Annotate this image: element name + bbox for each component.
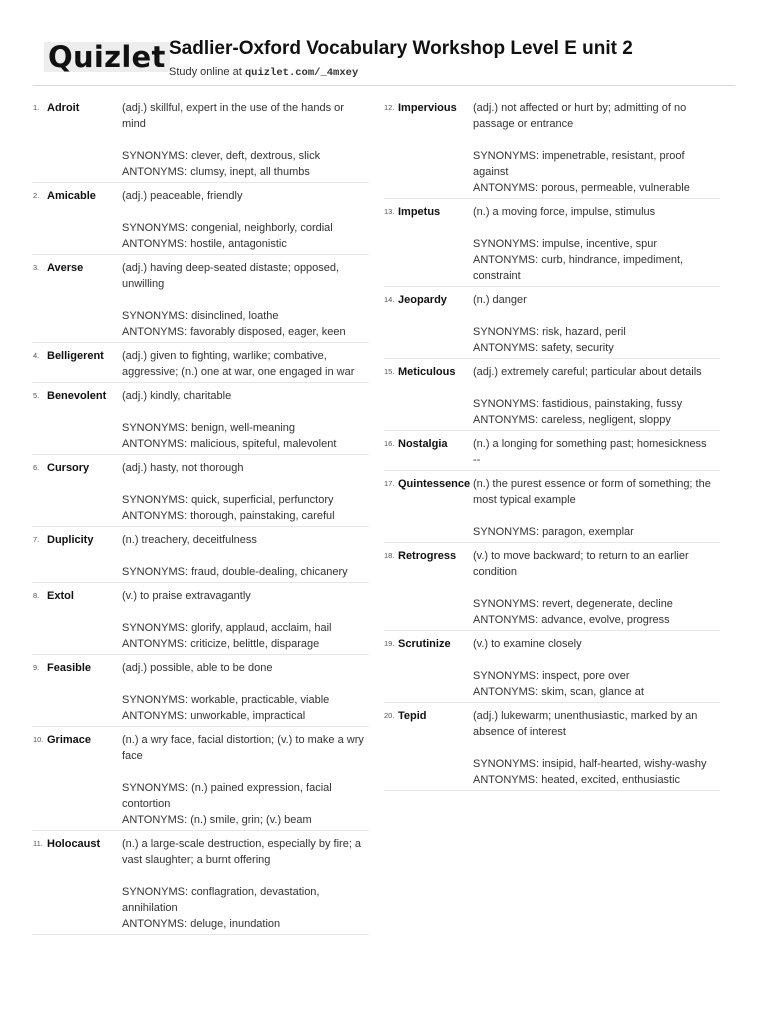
header-divider [33, 85, 735, 86]
entry-definition: (adj.) lukewarm; unenthusiastic, marked by an absence of interest [473, 710, 698, 738]
entry-synonyms: SYNONYMS: insipid, half-hearted, wishy-washy [473, 758, 707, 770]
entry-number: 15. [384, 367, 395, 376]
entry-definition-block [473, 434, 720, 468]
vocab-entry [33, 583, 369, 655]
entry-term: Benevolent [47, 390, 107, 402]
entry-antonyms: ANTONYMS: porous, permeable, vulnerable [473, 182, 690, 194]
entry-definition: (n.) a wry face, facial distortion; (v.) to make a wry face [122, 734, 364, 762]
entry-synonyms: SYNONYMS: inspect, pore over [473, 670, 630, 682]
study-link[interactable]: quizlet.com/_4mxey [244, 67, 359, 79]
entry-number: 16. [384, 439, 395, 448]
vocab-entry [33, 343, 369, 383]
vocab-entry [384, 631, 720, 703]
entry-number: 5. [33, 391, 40, 400]
entry-definition-block [473, 706, 720, 788]
entry-term: Feasible [47, 662, 92, 674]
entry-definition: (adj.) possible, able to be done [122, 662, 273, 674]
entry-number: 13. [384, 207, 395, 216]
entry-antonyms: ANTONYMS: advance, evolve, progress [473, 614, 670, 626]
entry-definition-block [122, 346, 369, 380]
vocab-entry [384, 703, 720, 791]
entry-synonyms: SYNONYMS: fraud, double-dealing, chicanery [122, 566, 348, 578]
vocab-entry [33, 255, 369, 343]
subtitle-prefix: Study online at [169, 66, 242, 78]
entry-term: Extol [47, 590, 74, 602]
entry-antonyms: ANTONYMS: safety, security [473, 342, 614, 354]
vocab-entry [33, 727, 369, 831]
entry-synonyms: SYNONYMS: revert, degenerate, decline [473, 598, 673, 610]
entry-definition-block [122, 834, 369, 932]
entry-synonyms: SYNONYMS: conflagration, devastation, annihilation [122, 886, 320, 914]
entry-number: 2. [33, 191, 40, 200]
entry-term: Grimace [47, 734, 92, 746]
spacer [122, 868, 369, 884]
spacer [473, 220, 720, 236]
entry-definition-block [122, 658, 369, 724]
entry-definition: (v.) to move backward; to return to an earlier condition [473, 550, 689, 578]
entry-definition: (adj.) peaceable, friendly [122, 190, 243, 202]
entry-definition: (adj.) extremely careful; particular about details [473, 366, 702, 378]
entry-synonyms: SYNONYMS: workable, practicable, viable [122, 694, 330, 706]
page-header [0, 0, 768, 90]
entry-definition-block [122, 186, 369, 252]
spacer [122, 404, 369, 420]
spacer [473, 508, 720, 524]
entry-definition: (adj.) skillful, expert in the use of the hands or mind [122, 102, 344, 130]
entry-definition-block [122, 530, 369, 580]
entry-definition-block [122, 586, 369, 652]
entry-definition-block [473, 98, 720, 196]
entry-antonyms: ANTONYMS: deluge, inundation [122, 918, 281, 930]
entry-term: Retrogress [398, 550, 457, 562]
entry-antonyms: ANTONYMS: unworkable, impractical [122, 710, 306, 722]
entry-term: Adroit [47, 102, 80, 114]
entry-number: 10. [33, 735, 44, 744]
spacer [473, 652, 720, 668]
entry-number: 11. [33, 839, 43, 848]
entry-synonyms: SYNONYMS: clever, deft, dextrous, slick [122, 150, 321, 162]
entry-term: Nostalgia [398, 438, 448, 450]
entry-definition: (n.) treachery, deceitfulness [122, 534, 257, 546]
entry-antonyms: ANTONYMS: careless, negligent, sloppy [473, 414, 671, 426]
entry-synonyms: SYNONYMS: impulse, incentive, spur [473, 238, 658, 250]
entry-antonyms: ANTONYMS: favorably disposed, eager, keen [122, 326, 346, 338]
entry-definition: (n.) a longing for something past; homesickness [473, 438, 707, 450]
entry-number: 12. [384, 103, 395, 112]
entry-definition: (adj.) given to fighting, warlike; combative, aggressive; (n.) one at war, one engaged in war [122, 350, 355, 378]
vocab-entry [33, 95, 369, 183]
entry-term: Impervious [398, 102, 457, 114]
spacer [473, 380, 720, 396]
quizlet-logo[interactable]: Quizlet [44, 42, 170, 72]
spacer [473, 580, 720, 596]
spacer [122, 604, 369, 620]
entry-synonyms: SYNONYMS: risk, hazard, peril [473, 326, 626, 338]
entry-synonyms: SYNONYMS: quick, superficial, perfunctory [122, 494, 334, 506]
entry-antonyms: ANTONYMS: curb, hindrance, impediment, constraint [473, 254, 684, 282]
vocab-entry [384, 287, 720, 359]
entry-antonyms: ANTONYMS: clumsy, inept, all thumbs [122, 166, 310, 178]
entry-antonyms: ANTONYMS: criticize, belittle, disparage [122, 638, 320, 650]
entry-synonyms: SYNONYMS: disinclined, loathe [122, 310, 279, 322]
entry-synonyms: SYNONYMS: congenial, neighborly, cordial [122, 222, 333, 234]
entry-antonyms: ANTONYMS: hostile, antagonistic [122, 238, 287, 250]
spacer [473, 740, 720, 756]
entry-term: Belligerent [47, 350, 104, 362]
entry-term: Amicable [47, 190, 96, 202]
entry-definition: (n.) a large-scale destruction, especially by fire; a vast slaughter; a burnt offering [122, 838, 362, 866]
entry-definition: (adj.) not affected or hurt by; admitting of no passage or entrance [473, 102, 687, 130]
entry-term: Jeopardy [398, 294, 447, 306]
entry-term: Averse [47, 262, 84, 274]
entry-term: Scrutinize [398, 638, 451, 650]
entry-definition: (v.) to examine closely [473, 638, 582, 650]
vocab-entry [384, 471, 720, 543]
entry-synonyms: -- [473, 454, 481, 466]
entry-term: Cursory [47, 462, 90, 474]
entry-definition: (n.) a moving force, impulse, stimulus [473, 206, 656, 218]
vocab-entry [384, 543, 720, 631]
entry-synonyms: SYNONYMS: fastidious, painstaking, fussy [473, 398, 683, 410]
entry-synonyms: SYNONYMS: glorify, applaud, acclaim, hail [122, 622, 332, 634]
entry-synonyms: SYNONYMS: benign, well-meaning [122, 422, 296, 434]
vocab-entry [33, 527, 369, 583]
entry-number: 4. [33, 351, 40, 360]
entry-antonyms: ANTONYMS: skim, scan, glance at [473, 686, 644, 698]
entry-definition: (adj.) kindly, charitable [122, 390, 232, 402]
spacer [473, 308, 720, 324]
page-subtitle [169, 66, 358, 79]
vocab-entry [384, 359, 720, 431]
entry-number: 1. [33, 103, 40, 112]
entry-synonyms: SYNONYMS: paragon, exemplar [473, 526, 634, 538]
entry-term: Tepid [398, 710, 427, 722]
entry-definition-block [473, 290, 720, 356]
entry-definition-block [122, 98, 369, 180]
spacer [122, 764, 369, 780]
entry-number: 14. [384, 295, 395, 304]
entry-number: 7. [33, 535, 40, 544]
spacer [122, 548, 369, 564]
entry-term: Holocaust [47, 838, 101, 850]
entry-number: 9. [33, 663, 40, 672]
entry-definition: (v.) to praise extravagantly [122, 590, 251, 602]
entry-definition: (adj.) having deep-seated distaste; opposed, unwilling [122, 262, 340, 290]
spacer [122, 476, 369, 492]
entry-term: Duplicity [47, 534, 94, 546]
vocab-entry [384, 95, 720, 199]
entry-definition-block [122, 730, 369, 828]
spacer [122, 204, 369, 220]
entry-term: Meticulous [398, 366, 456, 378]
entry-definition-block [473, 202, 720, 284]
entry-number: 20. [384, 711, 395, 720]
vocab-entry [384, 199, 720, 287]
entry-antonyms: ANTONYMS: heated, excited, enthusiastic [473, 774, 681, 786]
entry-term: Impetus [398, 206, 441, 218]
entry-number: 18. [384, 551, 395, 560]
vocab-entry [33, 183, 369, 255]
entry-number: 19. [384, 639, 395, 648]
spacer [122, 676, 369, 692]
entry-term: Quintessence [398, 478, 471, 490]
entry-antonyms: ANTONYMS: thorough, painstaking, careful [122, 510, 335, 522]
page-title: Sadlier-Oxford Vocabulary Workshop Level E unit 2 [169, 38, 633, 59]
entry-number: 6. [33, 463, 40, 472]
spacer [122, 132, 369, 148]
entry-definition-block [473, 474, 720, 540]
entry-definition-block [122, 458, 369, 524]
vocab-entry [33, 455, 369, 527]
vocab-entry [33, 383, 369, 455]
vocab-entry [33, 831, 369, 935]
spacer [122, 292, 369, 308]
entry-definition: (adj.) hasty, not thorough [122, 462, 244, 474]
entry-number: 17. [384, 479, 395, 488]
entry-definition: (n.) the purest essence or form of something; the most typical example [473, 478, 711, 506]
entry-definition-block [473, 546, 720, 628]
entry-definition: (n.) danger [473, 294, 527, 306]
entry-synonyms: SYNONYMS: impenetrable, resistant, proof against [473, 150, 685, 178]
vocab-entry [384, 431, 720, 471]
entry-definition-block [473, 634, 720, 700]
vocab-entry [33, 655, 369, 727]
spacer [473, 132, 720, 148]
right-column [384, 95, 720, 791]
left-column [33, 95, 369, 935]
entry-definition-block [122, 258, 369, 340]
entry-number: 3. [33, 263, 40, 272]
entry-definition-block [122, 386, 369, 452]
entry-antonyms: ANTONYMS: malicious, spiteful, malevolent [122, 438, 337, 450]
entry-synonyms: SYNONYMS: (n.) pained expression, facial contortion [122, 782, 332, 810]
entry-antonyms: ANTONYMS: (n.) smile, grin; (v.) beam [122, 814, 312, 826]
entry-definition-block [473, 362, 720, 428]
entry-number: 8. [33, 591, 40, 600]
